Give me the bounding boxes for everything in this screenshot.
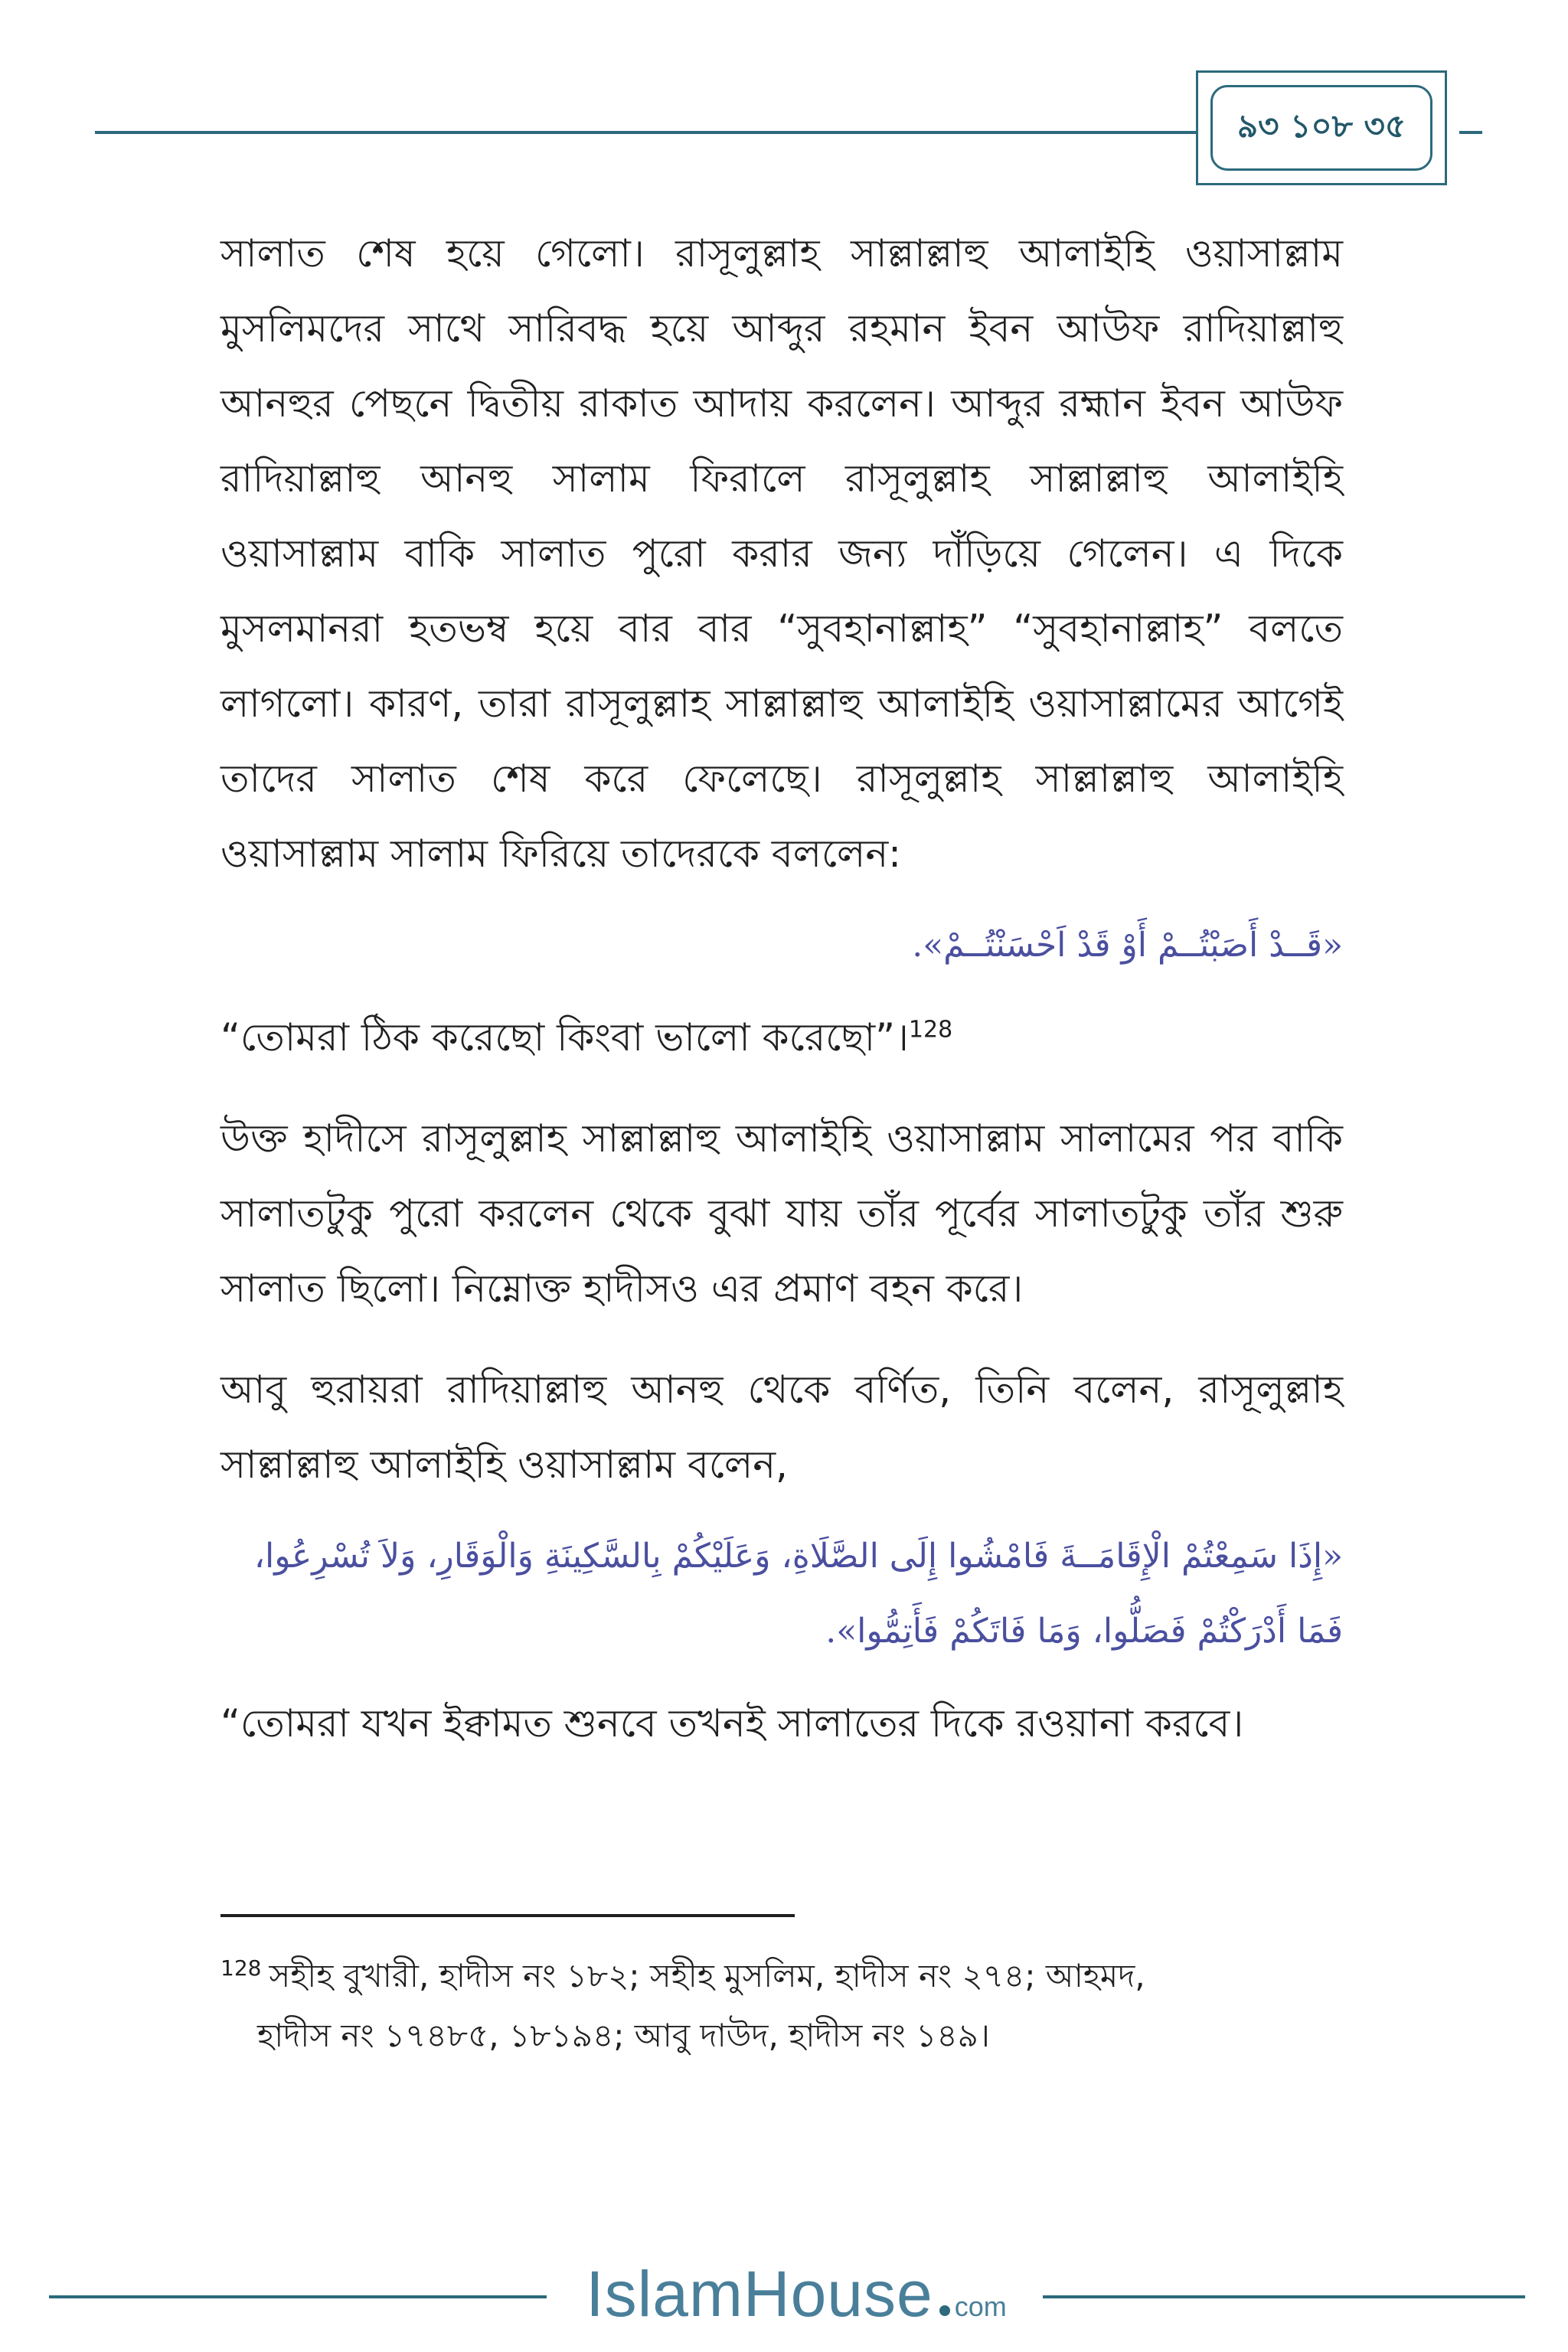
footer-rule-right [1043, 2295, 1525, 2298]
page-number: ৯৩ ১০৮ ৩৫ [1210, 85, 1432, 171]
arabic-quote-2: «إِذَا سَمِعْتُمْ الْإِقَامَــةَ فَامْشُوا إِلَى الصَّلَاةِ، وَعَلَيْكُمْ بِالسَّكِينَةِ وَالْوَقَارِ، وَلاَ تُسْرِعُوا، فَمَا أَدْرَكْتُمْ فَصَلُّوا، وَمَا فَاتَكُمْ فَأَتِمُّوا». [253, 1537, 1343, 1651]
spacer [220, 1669, 1343, 1686]
spacer [220, 983, 1343, 1000]
footnote-number: 128 [220, 1955, 262, 1981]
logo-dot-icon [939, 2305, 950, 2316]
footer-rule-left [49, 2295, 547, 2298]
footnote-line-2: হাদীস নং ১৭৪৮৫, ১৮১৯৪; আবু দাউদ, হাদীস নং ১৪৯। [257, 2017, 990, 2054]
spacer [220, 891, 1343, 908]
body-paragraph-2: উক্ত হাদীসে রাসূলুল্লাহ সাল্লাল্লাহু আলাইহি ওয়াসাল্লাম সালামের পর বাকি সালাতটুকু পুরো করলেন থেকে বুঝা যায় তাঁর পূর্বের সালাতটুকু তাঁর শুরু সালাত ছিলো। নিম্নোক্ত হাদীসও এর প্রমাণ বহন করে। [220, 1116, 1343, 1311]
body-paragraph-1: সালাত শেষ হয়ে গেলো। রাসূলুল্লাহ সাল্লাল্লাহু আলাইহি ওয়াসাল্লাম মুসলিমদের সাথে সারিবদ্ধ হয়ে আব্দুর রহমান ইবন আউফ রাদিয়াল্লাহু আনহুর পেছনে দ্বিতীয় রাকাত আদায় করলেন। আব্দুর রহ্মান ইবন আউফ রাদিয়াল্লাহু আনহু সালাম ফিরালে রাসূলুল্লাহ সাল্লাল্লাহু আলাইহি ওয়াসাল্লাম বাকি সালাত পুরো করার জন্য দাঁড়িয়ে গেলেন। এ দিকে মুসলমানরা হতভম্ব হয়ে বার বার “সুবহানাল্লাহ” “সুবহানাল্লাহ” বলতে লাগলো। কারণ, তারা রাসূলুল্লাহ সাল্লাল্লাহু আলাইহি ওয়াসাল্লামের আগেই তাদের সালাত শেষ করে ফেলেছে। রাসূলুল্লাহ সাল্লাল্লাহু আলাইহি ওয়াসাল্লাম সালাম ফিরিয়ে তাদেরকে বললেন: [220, 231, 1343, 876]
page-number-badge [1196, 70, 1447, 185]
islamhouse-logo[interactable] [551, 2257, 1041, 2334]
translation-quote-2: “তোমরা যখন ইক্বামত শুনবে তখনই সালাতের দিকে রওয়ানা করবে। [220, 1701, 1244, 1746]
header-rule-left [95, 131, 1196, 134]
translation-quote-1 [220, 1000, 1343, 1075]
footnote-ref[interactable]: 128 [908, 1016, 953, 1044]
header-rule-right [1459, 131, 1482, 134]
logo-wordmark: IslamHouse [586, 2258, 933, 2330]
body-paragraph-3: আবু হুরায়রা রাদিয়াল্লাহু আনহু থেকে বর্ণিত, তিনি বলেন, রাসূলুল্লাহ সাল্লাল্লাহু আলাইহি ওয়াসাল্লাম বলেন, [220, 1367, 1343, 1487]
spacer [220, 1075, 1343, 1101]
footnote [220, 1946, 1343, 2066]
spacer [220, 1502, 1343, 1519]
spacer [220, 1326, 1343, 1352]
footnote-line-1 [220, 1946, 1343, 2006]
logo-domain-suffix: com [954, 2291, 1007, 2322]
footnote-divider [220, 1914, 795, 1917]
page-body [220, 216, 1343, 1761]
translation-quote-1-text: “তোমরা ঠিক করেছো কিংবা ভালো করেছো”। [220, 1015, 909, 1060]
arabic-quote-1: «قَــدْ أَصَبْتُــمْ أَوْ قَدْ اَحْسَنْتُــمْ». [912, 926, 1343, 965]
footnote-text-1: সহীহ বুখারী, হাদীস নং ১৮২; সহীহ মুসলিম, হাদীস নং ২৭৪; আহমদ, [269, 1957, 1145, 1994]
